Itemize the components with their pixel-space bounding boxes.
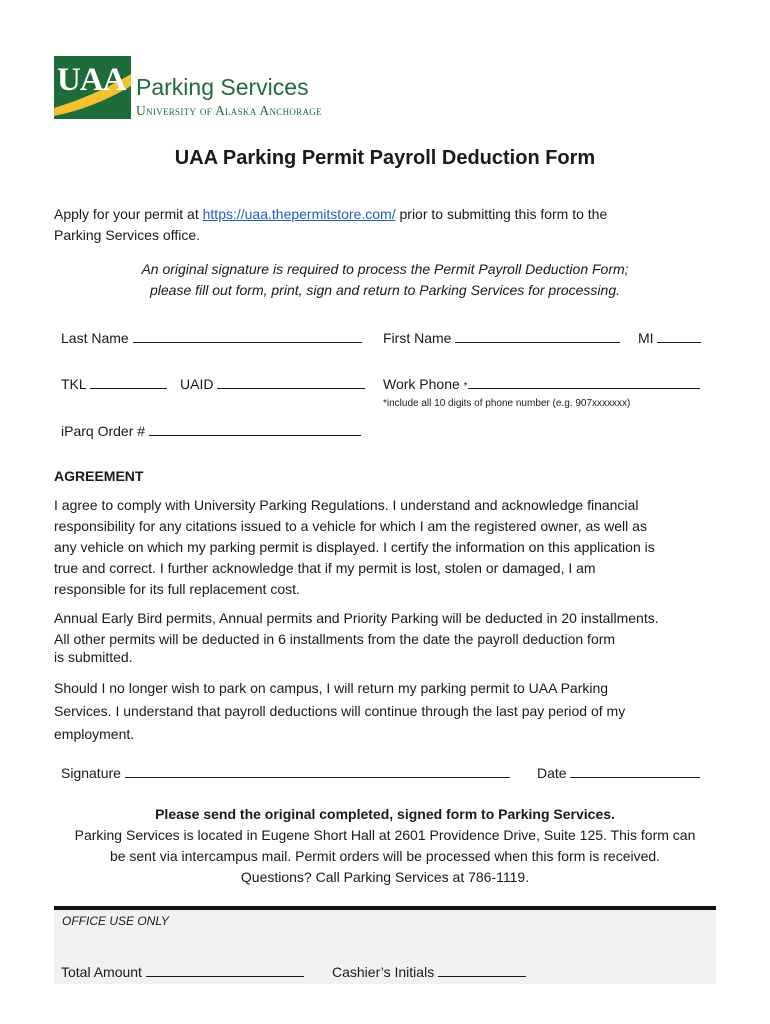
- signature-notice: [60, 259, 710, 301]
- total-amount-label: Total Amount: [61, 964, 142, 980]
- office-use-section: [54, 906, 716, 984]
- tkl-input[interactable]: [90, 375, 167, 389]
- date-input[interactable]: [570, 764, 700, 778]
- signature-input[interactable]: [125, 764, 510, 778]
- uaa-logo: [54, 56, 131, 119]
- first-name-input[interactable]: [455, 329, 620, 343]
- tkl-field[interactable]: [61, 374, 167, 395]
- work-phone-star: *: [463, 381, 468, 392]
- total-amount-input[interactable]: [146, 963, 304, 977]
- intro-paragraph: [54, 204, 714, 246]
- location-line: Parking Services is located in Eugene Short Hall at 2601 Providence Drive, Suite 125. This form can: [74, 827, 696, 843]
- signature-field[interactable]: [61, 763, 510, 784]
- send-heading: Please send the original completed, signed form to Parking Services.: [155, 806, 615, 822]
- notice-line-2: please fill out form, print, sign and return to Parking Services for processing.: [150, 282, 620, 298]
- agreement-line: true and correct. I further acknowledge that if my permit is lost, stolen or damaged, I am: [54, 560, 596, 576]
- first-name-label: First Name: [383, 330, 452, 346]
- campus-line: employment.: [54, 726, 135, 742]
- agreement-text: [54, 495, 734, 600]
- cashier-initials-input[interactable]: [438, 963, 526, 977]
- campus-line: Should I no longer wish to park on campus, I will return my parking permit to UAA Parking: [54, 680, 609, 696]
- intro-text-line2: Parking Services office.: [54, 227, 201, 243]
- installments-text: [54, 608, 734, 668]
- page-title: UAA Parking Permit Payroll Deduction Form: [174, 147, 596, 169]
- location-line: Questions? Call Parking Services at 786-1119.: [240, 869, 530, 885]
- installments-line: Annual Early Bird permits, Annual permits and Priority Parking will be deducted in 20 installments.: [54, 610, 659, 626]
- agreement-line: I agree to comply with University Parking Regulations. I understand and acknowledge financial: [54, 497, 639, 513]
- uaid-input[interactable]: [217, 375, 365, 389]
- notice-line-1: An original signature is required to process the Permit Payroll Deduction Form;: [141, 261, 629, 277]
- first-name-field[interactable]: [383, 328, 620, 349]
- mi-input[interactable]: [657, 329, 701, 343]
- signature-label: Signature: [61, 765, 121, 781]
- work-phone-field[interactable]: [383, 374, 700, 397]
- intro-text: Apply for your permit at: [54, 206, 203, 222]
- cashier-initials-field[interactable]: [332, 962, 526, 983]
- agreement-heading: AGREEMENT: [54, 468, 144, 484]
- mi-label: MI: [638, 330, 654, 346]
- campus-text: [54, 677, 734, 746]
- tkl-label: TKL: [61, 376, 87, 392]
- intro-text-after: prior to submitting this form to the: [395, 206, 608, 222]
- last-name-field[interactable]: [61, 328, 362, 349]
- iparq-field[interactable]: [61, 421, 361, 442]
- last-name-label: Last Name: [61, 330, 129, 346]
- installments-line: All other permits will be deducted in 6 installments from the date the payroll deduction form: [54, 631, 616, 647]
- work-phone-label: Work Phone: [383, 376, 460, 392]
- total-amount-field[interactable]: [61, 962, 304, 983]
- agreement-line: responsibility for any citations issued to a vehicle for which I am the registered owner, as well as: [54, 518, 647, 534]
- cashier-initials-label: Cashier’s Initials: [332, 964, 435, 980]
- installments-line: is submitted.: [54, 649, 133, 665]
- logo-text: UAA: [57, 62, 126, 98]
- university-name: University of Alaska Anchorage: [136, 103, 322, 118]
- phone-note: *include all 10 digits of phone number (e.g. 907xxxxxxx): [383, 398, 631, 409]
- date-label: Date: [537, 765, 567, 781]
- location-line: be sent via intercampus mail. Permit orders will be processed when this form is received.: [109, 848, 661, 864]
- iparq-label: iParq Order #: [61, 423, 146, 439]
- agreement-line: responsible for its full replacement cost.: [54, 581, 300, 597]
- permit-store-link[interactable]: https://uaa.thepermitstore.com/: [202, 206, 396, 222]
- uaid-label: UAID: [180, 376, 214, 392]
- agreement-line: any vehicle on which my parking permit is displayed. I certify the information on this application is: [54, 539, 655, 555]
- uaid-field[interactable]: [180, 374, 365, 395]
- date-field[interactable]: [537, 763, 700, 784]
- campus-line: Services. I understand that payroll deductions will continue through the last pay period of my: [54, 703, 626, 719]
- work-phone-input[interactable]: [468, 375, 700, 389]
- last-name-input[interactable]: [133, 329, 362, 343]
- brand-name: Parking Services: [136, 74, 309, 100]
- location-text: [0, 825, 770, 888]
- iparq-input[interactable]: [149, 422, 361, 436]
- office-use-heading: OFFICE USE ONLY: [62, 914, 169, 928]
- mi-field[interactable]: [638, 328, 701, 349]
